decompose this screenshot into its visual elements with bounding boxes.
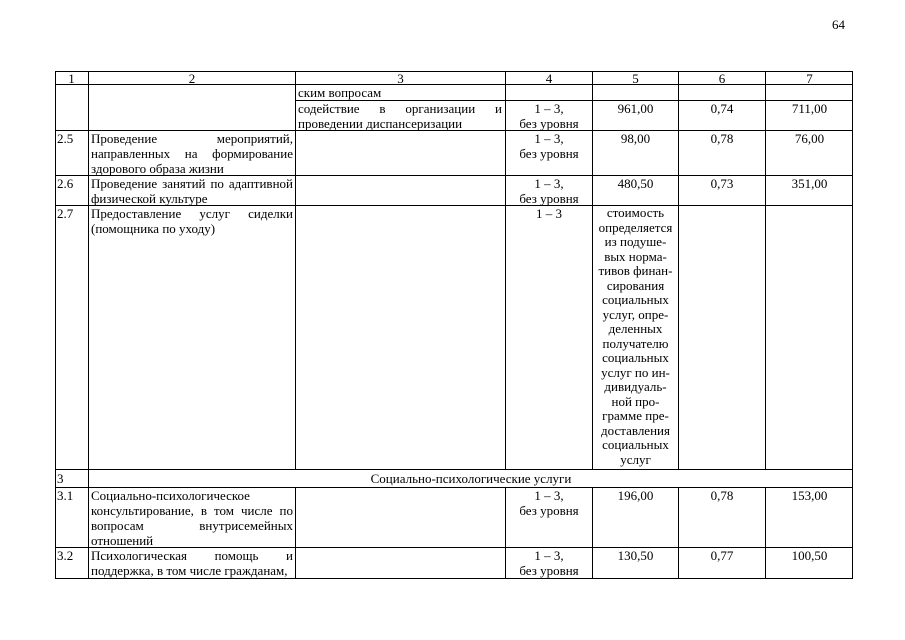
row-2-5-name: Проведение мероприятий, направленных на формирование здорового образа жизни <box>91 131 293 176</box>
row-2-5-c5: 98,00 <box>620 131 651 146</box>
header-col-5: 5 <box>632 71 639 86</box>
row-3-2-c5: 130,50 <box>617 548 654 563</box>
row-2-6-name: Проведение занятий по адаптивной физической культуре <box>91 176 293 206</box>
cont-c3: содействие в организации и проведении диспансеризации <box>298 101 502 131</box>
row-2-7-c4: 1 – 3 <box>536 206 562 221</box>
cont-c3-top: ским вопросам <box>298 85 382 100</box>
services-table <box>55 71 853 579</box>
row-2-5-c6: 0,78 <box>710 131 734 146</box>
row-2-6-c6: 0,73 <box>710 176 734 191</box>
row-3-2-c4: 1 – 3, без уровня <box>519 548 579 578</box>
row-3-1-name: Социально-психологическое консультирование, в том числе по вопросам внутрисемейных отношений <box>91 488 293 548</box>
row-3-1-c4: 1 – 3, без уровня <box>519 488 579 518</box>
section-3-title: Социально-психологические услуги <box>370 471 572 486</box>
row-2-5-number: 2.5 <box>57 131 74 146</box>
row-2-5-c4: 1 – 3, без уровня <box>519 131 579 161</box>
row-2-7-name: Предоставление услуг сиделки (помощника по уходу) <box>91 206 293 236</box>
row-3-1-c6: 0,78 <box>710 488 734 503</box>
row-3-1-c5: 196,00 <box>617 488 654 503</box>
row-2-6-c5: 480,50 <box>617 176 654 191</box>
row-3-1-number: 3.1 <box>57 488 74 503</box>
header-col-4: 4 <box>545 71 553 86</box>
header-col-7: 7 <box>806 71 813 86</box>
cont-c5: 961,00 <box>617 101 654 116</box>
header-col-6: 6 <box>718 71 726 86</box>
header-col-3: 3 <box>397 71 404 86</box>
header-col-1: 1 <box>68 71 75 86</box>
cont-c7: 711,00 <box>791 101 828 116</box>
header-col-2: 2 <box>188 71 196 86</box>
section-3-number: 3 <box>57 471 64 486</box>
cont-c4: 1 – 3, без уровня <box>519 101 579 131</box>
row-3-1-c7: 153,00 <box>791 488 828 503</box>
row-2-5-c7: 76,00 <box>794 131 825 146</box>
row-2-7-number: 2.7 <box>57 206 74 221</box>
cont-c6: 0,74 <box>710 101 734 116</box>
row-3-2-name: Психологическая помощь и поддержка, в том числе гражданам, <box>91 548 293 578</box>
page-number: 64 <box>832 17 845 32</box>
row-3-2-c6: 0,77 <box>710 548 734 563</box>
row-3-2-number: 3.2 <box>57 548 74 563</box>
row-3-2-c7: 100,50 <box>791 548 828 563</box>
row-2-6-c4: 1 – 3, без уровня <box>519 176 579 206</box>
row-2-6-number: 2.6 <box>57 176 74 191</box>
row-2-7-c5: стоимость определяется из подуше- вых норма- тивов финан- сирования социальных услуг, опре- деленных получателю социальных услуг по ин- дивидуаль- ной про- грамме пре- доставления социальных услуг <box>598 205 673 467</box>
row-2-6-c7: 351,00 <box>791 176 828 191</box>
